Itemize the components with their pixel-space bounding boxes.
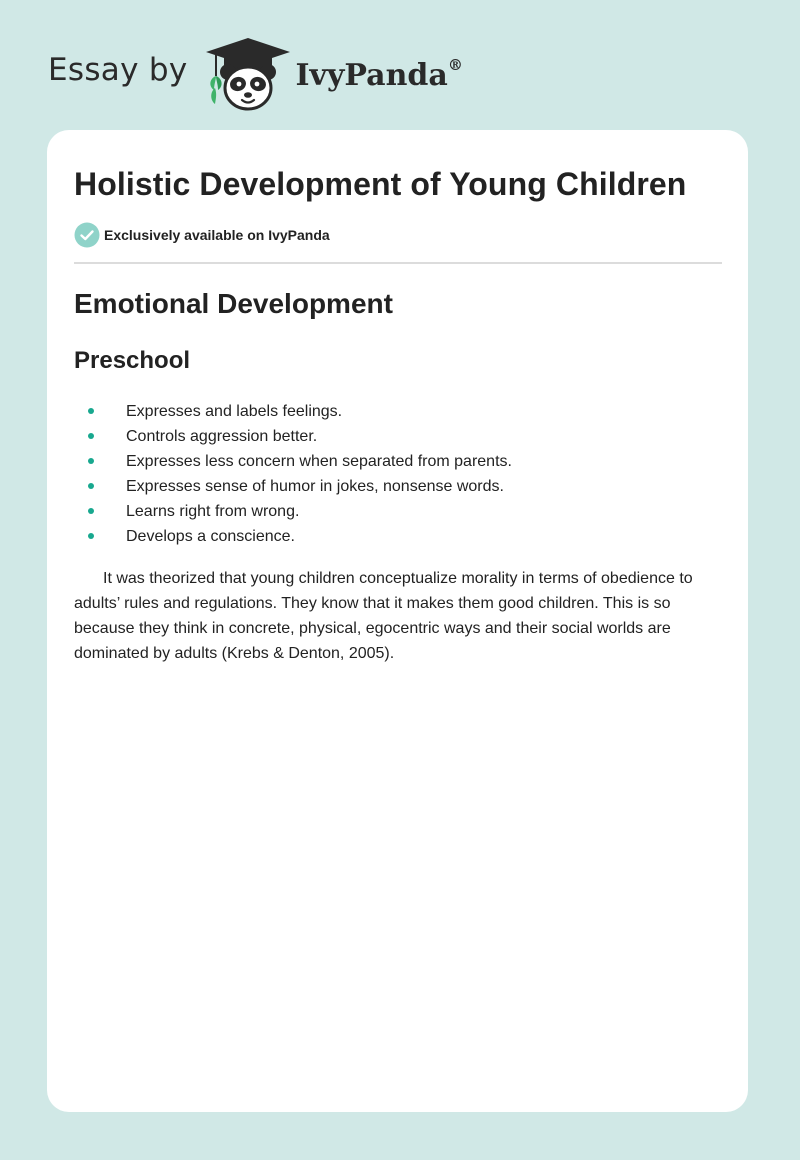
- bullet-dot: [88, 483, 94, 489]
- body-paragraph: It was theorized that young children conceptualize morality in terms of obedience to adults’ rules and regulations. They know that it makes them good children. This is so because they think in concrete, physical, egocentric ways and their social worlds are dominated by adults (Krebs & Denton, 2005).: [74, 570, 693, 662]
- bullet-dot: [88, 533, 94, 539]
- exclusive-badge: [74, 222, 722, 264]
- essay-by-label: Essay by: [48, 52, 188, 88]
- section-heading: Emotional Development: [74, 288, 393, 319]
- list-item: [74, 449, 722, 474]
- list-item-text: Learns right from wrong.: [126, 503, 300, 520]
- essay-card: [47, 130, 748, 1112]
- bullet-dot: [88, 508, 94, 514]
- bullet-dot: [88, 458, 94, 464]
- list-item-text: Expresses less concern when separated from parents.: [126, 453, 512, 470]
- list-item-text: Expresses and labels feelings.: [126, 403, 343, 420]
- list-item: [74, 524, 722, 549]
- list-item: [74, 399, 722, 424]
- list-item: [74, 424, 722, 449]
- registered-mark: ®: [447, 55, 463, 74]
- essay-title: Holistic Development of Young Children: [74, 166, 687, 202]
- subsection-heading: Preschool: [74, 347, 191, 374]
- panda-logo-icon[interactable]: [202, 34, 294, 114]
- check-circle-icon: [74, 222, 100, 248]
- list-item-text: Controls aggression better.: [126, 428, 318, 445]
- list-item: [74, 474, 722, 499]
- list-item: [74, 499, 722, 524]
- exclusive-badge-label: Exclusively available on IvyPanda: [104, 227, 330, 243]
- site-header: [48, 34, 463, 114]
- brand-name-text: IvyPanda: [295, 57, 448, 93]
- list-item-text: Expresses sense of humor in jokes, nonsense words.: [126, 478, 504, 495]
- bullet-dot: [88, 433, 94, 439]
- list-item-text: Develops a conscience.: [126, 528, 295, 545]
- bullet-list: [74, 399, 722, 549]
- brand-name[interactable]: [295, 55, 463, 93]
- bullet-dot: [88, 408, 94, 414]
